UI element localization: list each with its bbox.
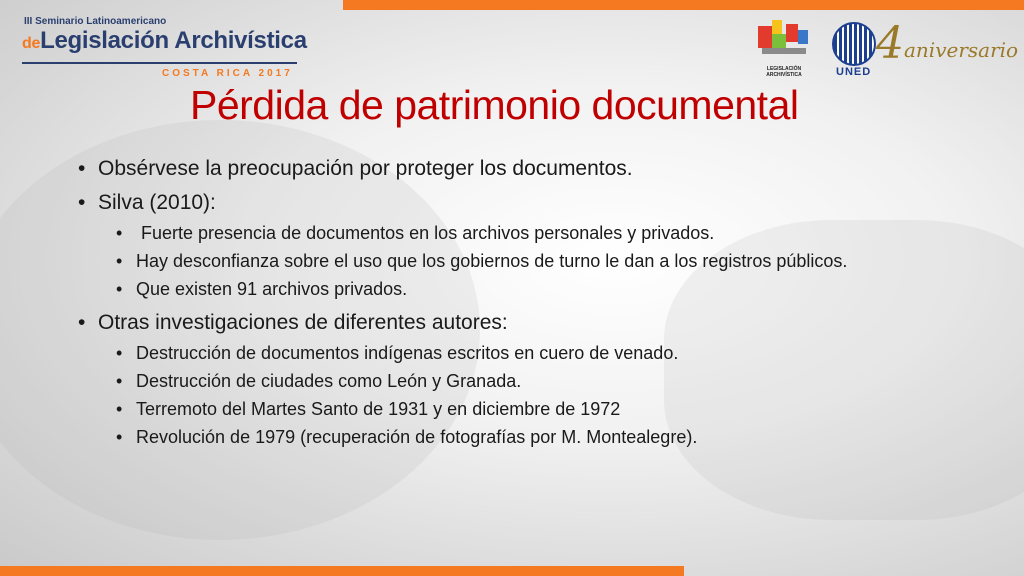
sub-list bbox=[78, 342, 978, 448]
top-accent-bar bbox=[343, 0, 1024, 10]
bullet-icon: • bbox=[78, 311, 86, 334]
anniversary-text: aniversario bbox=[904, 38, 1019, 62]
uned-anniversary-logo bbox=[832, 18, 1019, 80]
legislacion-logo-text1: LEGISLACIÓN bbox=[766, 66, 802, 72]
sub-list bbox=[78, 222, 978, 300]
sub-list-item bbox=[78, 278, 978, 300]
seminar-logo-line1: III Seminario Latinoamericano bbox=[24, 16, 167, 27]
sub-list-item bbox=[78, 370, 978, 392]
bullet-icon: • bbox=[116, 343, 123, 363]
list-item-text: Fuerte presencia de documentos en los archivos personales y privados. bbox=[136, 223, 715, 243]
seminar-logo-title bbox=[22, 27, 307, 55]
seminar-logo-underline bbox=[22, 62, 297, 64]
uned-emblem-icon bbox=[832, 22, 876, 66]
seminar-logo-line2: Legislación Archivística bbox=[40, 27, 307, 54]
bullet-icon: • bbox=[78, 157, 86, 180]
list-item-text: Que existen 91 archivos privados. bbox=[136, 279, 408, 299]
list-item-text: Revolución de 1979 (recuperación de fotografías por M. Montealegre). bbox=[136, 427, 698, 447]
slide-title: Pérdida de patrimonio documental bbox=[190, 82, 799, 128]
bullet-list bbox=[78, 156, 978, 458]
legislacion-archivistica-logo bbox=[756, 20, 812, 84]
bullet-icon: • bbox=[116, 427, 123, 447]
anniversary-number: 4 bbox=[876, 18, 904, 69]
seminar-logo-line3: COSTA RICA 2017 bbox=[162, 68, 293, 79]
legislacion-logo-blocks bbox=[756, 20, 812, 62]
sub-list-item bbox=[78, 398, 978, 420]
bullet-icon: • bbox=[116, 399, 123, 419]
list-item-text: Terremoto del Martes Santo de 1931 y en diciembre de 1972 bbox=[136, 399, 621, 419]
bullet-icon: • bbox=[116, 251, 123, 271]
sub-list-item bbox=[78, 342, 978, 364]
bullet-icon: • bbox=[116, 223, 123, 243]
list-item bbox=[78, 156, 978, 181]
list-item bbox=[78, 310, 978, 335]
bullet-icon: • bbox=[116, 371, 123, 391]
list-item-text: Otras investigaciones de diferentes autores: bbox=[98, 311, 508, 334]
seminar-logo bbox=[22, 16, 307, 82]
list-item-text: Hay desconfianza sobre el uso que los gobiernos de turno le dan a los registros públicos. bbox=[136, 251, 848, 271]
sub-list-item bbox=[78, 250, 916, 272]
seminar-logo-de: de bbox=[22, 35, 41, 52]
list-item-text: Destrucción de documentos indígenas escritos en cuero de venado. bbox=[136, 343, 679, 363]
list-item-text: Silva (2010): bbox=[98, 191, 216, 214]
sub-list-item bbox=[78, 222, 978, 244]
list-item bbox=[78, 190, 978, 215]
sub-list-item bbox=[78, 426, 978, 448]
bullet-icon: • bbox=[78, 191, 86, 214]
legislacion-logo-text bbox=[756, 66, 812, 78]
list-item-text: Obsérvese la preocupación por proteger los documentos. bbox=[98, 157, 633, 180]
list-item-text: Destrucción de ciudades como León y Granada. bbox=[136, 371, 522, 391]
bottom-accent-bar bbox=[0, 566, 684, 576]
bullet-icon: • bbox=[116, 279, 123, 299]
uned-text: UNED bbox=[836, 66, 872, 78]
legislacion-logo-text2: ARCHIVÍSTICA bbox=[766, 72, 802, 78]
